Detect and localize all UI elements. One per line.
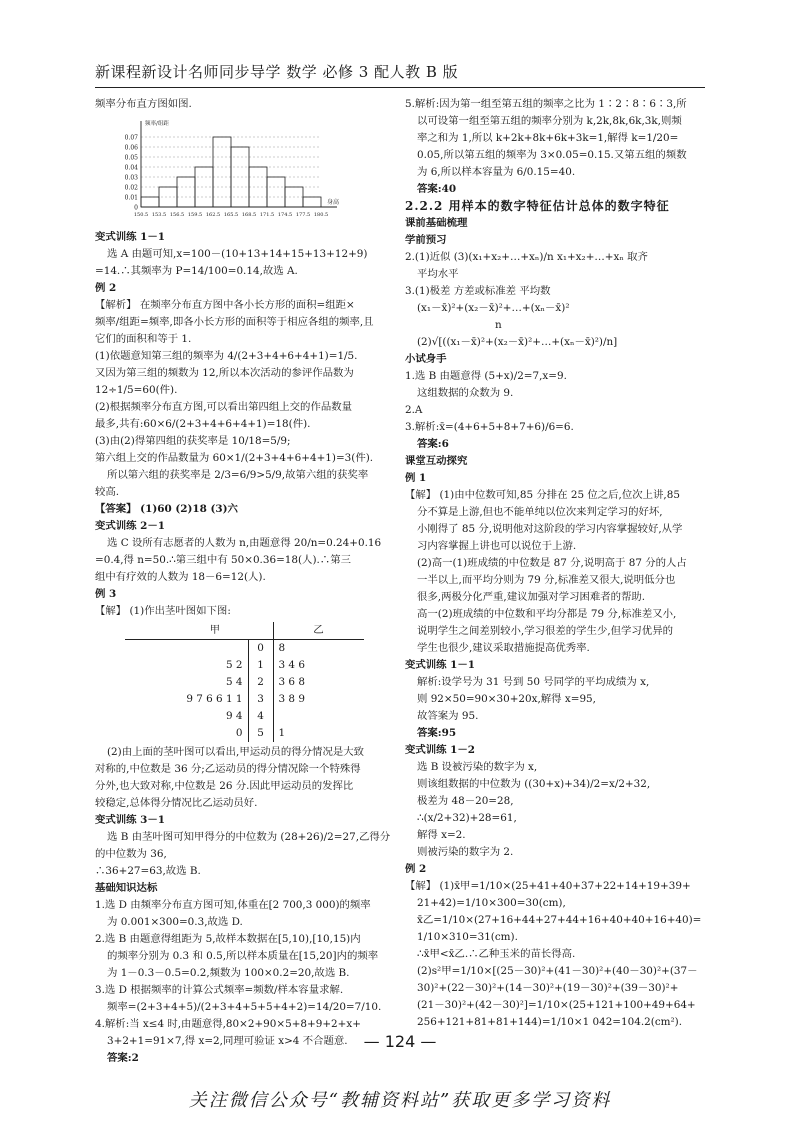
text: 0.05,所以第五组的频率为 3×0.05=0.15.又第五组的频数 [417, 149, 687, 161]
text: 的中位数为 36, [95, 848, 167, 860]
text: 3.选 D 根据频率的计算公式频率=频数/样本容量求解. [95, 984, 344, 996]
x-tick-label: 174.5 [277, 212, 293, 218]
text: ∴x̄甲<x̄乙.∴乙种玉米的苗长得高. [417, 948, 576, 960]
leaf-left: 0 [125, 725, 248, 742]
text: 解得 x=2. [417, 829, 466, 841]
y-axis-label: 频率/组距 [145, 121, 169, 127]
text: ∴36+27=63,故选 B. [95, 865, 201, 877]
histogram-bar [141, 197, 159, 207]
text: 很多,两极分化严重,建议加强对学习困难者的帮助. [417, 591, 646, 603]
text: =14.∴其频率为 P=14/100=0.14,故选 A. [95, 265, 298, 277]
leaf-left: 5 2 [125, 657, 248, 674]
formula: n [495, 319, 502, 331]
right-column [405, 96, 705, 1031]
text: 解析:设学号为 31 号到 50 号同学的平均成绩为 x, [417, 676, 650, 688]
y-tick-label: 0.07 [124, 134, 138, 142]
text: 3.解析:x̄=(4+6+5+8+7+6)/6=6. [405, 421, 574, 433]
stem: 4 [248, 708, 273, 725]
leaf-right: 1 [278, 727, 286, 739]
x-tick-label: 153.5 [151, 212, 167, 218]
text: (1)依题意知第三组的频率为 4/(2+3+4+6+4+1)=1/5. [95, 350, 358, 362]
x-axis-label: 身高 [327, 199, 340, 206]
x-tick-label: 168.5 [241, 212, 257, 218]
section-title: 变式训练 1－1 [405, 659, 476, 671]
text: 这组数据的众数为 9. [417, 387, 514, 399]
y-tick-label: 0.04 [124, 164, 138, 172]
text: 选 B 由茎叶图可知甲得分的中位数为 (28+26)/2=27,乙得分 [107, 831, 391, 843]
text: 频率=(2+3+4+5)/(2+3+4+5+5+4+2)=14/20=7/10. [107, 1001, 382, 1013]
header-title: 新课程新设计名师同步导学 数学 必修 3 配人教 B 版 [95, 63, 459, 81]
section-title: 例 2 [405, 863, 427, 875]
text: 为 0.001×300=0.3,故选 D. [107, 916, 243, 928]
text: 256+121+81+81+144)=1/10×1 042=104.2(cm²). [417, 1016, 683, 1028]
leaf-right: 3 6 8 [278, 676, 305, 688]
leaf-left: 9 4 [125, 708, 248, 725]
section-title: 变式训练 1－1 [95, 231, 166, 243]
section-heading: 2.2.2 用样本的数字特征估计总体的数字特征 [405, 199, 670, 213]
stem: 2 [248, 674, 273, 691]
text: 3.(1)极差 方差或标准差 平均数 [405, 285, 551, 297]
text: 1.选 D 由频率分布直方图可知,体重在[2 700,3 000)的频率 [95, 899, 371, 911]
text: 为 1－0.3－0.5=0.2,频数为 100×0.2=20,故选 B. [107, 967, 350, 979]
y-tick-label: 0.02 [124, 184, 138, 192]
answer: 答案:40 [417, 183, 457, 195]
text: x̄乙=1/10×(27+16+44+27+44+16+40+40+16+40)= [417, 914, 702, 926]
y-tick-label: 0.01 [124, 194, 138, 202]
text: 2.(1)近似 (3)(x₁+x₂+…+xₙ)/n x₁+x₂+…+xₙ 取齐 [405, 251, 648, 263]
text: 选 A 由题可知,x=100－(10+13+14+15+13+12+9) [107, 248, 368, 260]
text: 极差为 48－20=28, [417, 795, 514, 807]
text: (2)根据频率分布直方图,可以看出第四组上交的作品数量 [95, 401, 353, 413]
stem: 0 [248, 640, 273, 658]
page-header [95, 57, 705, 88]
x-tick-label: 159.5 [187, 212, 203, 218]
text: 频率/组距=频率,即各小长方形的面积等于相应各组的频率,且 [95, 316, 374, 328]
text: 对称的,中位数是 36 分;乙运动员的得分情况除一个特殊得 [95, 763, 361, 775]
section-title: 变式训练 2－1 [95, 520, 166, 532]
text: 分不算是上游,但也不能单纯以位次来判定学习的好坏, [417, 506, 663, 518]
histogram-bar [213, 137, 231, 207]
x-tick-label: 162.5 [205, 212, 221, 218]
text: 【解析】 在频率分布直方图中各小长方形的面积=组距× [95, 299, 355, 311]
answer: 答案:2 [107, 1052, 139, 1064]
text: 平均水平 [417, 268, 459, 280]
text: 的频率分别为 0.3 和 0.5,所以样本质量在[15,20]内的频率 [107, 950, 379, 962]
text: 3+2+1=91×7,得 x=2,同理可验证 x>4 不合题意. [107, 1035, 348, 1047]
text: 30)²+(22－30)²+(14－30)²+(19－30)²+(39－30)²+ [417, 982, 679, 994]
x-tick-label: 150.5 [133, 212, 149, 218]
stem-row [125, 708, 364, 725]
stem-header-blank [248, 622, 273, 640]
section-title: 课前基础梳理 [405, 217, 468, 229]
answer: 答案:6 [417, 438, 449, 450]
text: 第六组上交的作品数量为 60×1/(2+3+4+6+4+1)=3(件). [95, 452, 374, 464]
text: (3)由(2)得第四组的获奖率是 10/18=5/9; [95, 435, 291, 447]
stem-row [125, 691, 364, 708]
stem-header-yi: 乙 [273, 622, 364, 640]
histogram-bar [267, 177, 285, 207]
text: 以可设第一组至第五组的频率分别为 k,2k,8k,6k,3k,则频 [417, 115, 682, 127]
stem: 5 [248, 725, 273, 742]
text: 它们的面积和等于 1. [95, 333, 192, 345]
text: 较稳定,总体得分情况比乙运动员好. [95, 797, 258, 809]
text: 分外,也大致对称,中位数是 26 分.因此甲运动员的发挥比 [95, 780, 354, 792]
leaf-right: 3 8 9 [278, 693, 305, 705]
text: 组中有疗效的人数为 18－6=12(人). [95, 571, 266, 583]
text: 又因为第三组的频数为 12,所以本次活动的参评作品数为 [95, 367, 354, 379]
histogram-bar [303, 197, 321, 207]
left-column [95, 96, 395, 1067]
section-title: 例 1 [405, 472, 427, 484]
section-title: 学前预习 [405, 234, 447, 246]
text: 1/10×310=31(cm). [417, 931, 518, 943]
y-tick-label: 0.06 [124, 144, 138, 152]
leaf-left [125, 640, 248, 658]
formula: (2)√[((x₁－x̄)²+(x₂－x̄)²+…+(xₙ－x̄)²)/n] [417, 336, 618, 348]
section-title: 例 2 [95, 282, 117, 294]
answer: 【答案】 (1)60 (2)18 (3)六 [95, 503, 238, 515]
text: ∴(x/2+32)+28=61, [417, 812, 517, 824]
leaf-right: 8 [278, 642, 286, 654]
text: (2)高一(1)班成绩的中位数是 87 分,说明高于 87 分的人占 [417, 557, 687, 569]
x-tick-label: 177.5 [295, 212, 311, 218]
section-title: 小试身手 [405, 353, 447, 365]
x-tick-label: 165.5 [223, 212, 239, 218]
stem-header-jia: 甲 [125, 622, 248, 640]
text: 最多,共有:60×6/(2+3+4+6+4+1)=18(件). [95, 418, 311, 430]
text: 选 C 设所有志愿者的人数为 n,由题意得 20/n=0.24+0.16 [107, 537, 382, 549]
stem-leaf-plot [125, 622, 364, 742]
text: 高一(2)班成绩的中位数和平均分都是 79 分,标准差又小, [417, 608, 677, 620]
formula: (x₁－x̄)²+(x₂－x̄)²+…+(xₙ－x̄)² [417, 302, 570, 314]
stem: 3 [248, 691, 273, 708]
page-number: — 124 — [363, 1032, 437, 1051]
text: 小刚得了 85 分,说明他对这阶段的学习内容掌握较好,从学 [417, 523, 683, 535]
text: 2.选 B 由题意得组距为 5,故样本数据在[5,10),[10,15)内 [95, 933, 361, 945]
text: 为 6,所以样本容量为 6/0.15=40. [417, 166, 576, 178]
leaf-left: 5 4 [125, 674, 248, 691]
section-title: 课堂互动探究 [405, 455, 468, 467]
stem-row [125, 725, 364, 742]
text: 12÷1/5=60(件). [95, 384, 178, 396]
section-title: 例 3 [95, 588, 117, 600]
text: 【解】 (1)由中位数可知,85 分排在 25 位之后,位次上讲,85 [405, 489, 680, 501]
text: 21+42)=1/10×300=30(cm), [417, 897, 566, 909]
section-title: 基础知识达标 [95, 882, 158, 894]
frequency-histogram [95, 115, 355, 227]
text: 1.选 B 由题意得 (5+x)/2=7,x=9. [405, 370, 567, 382]
text: 学生也很少,建议采取措施提高优秀率. [417, 642, 590, 654]
y-tick-label: 0 [134, 204, 138, 212]
stem-header-row [125, 622, 364, 640]
text: 说明学生之间差别较小,学习很差的学生少,但学习优异的 [417, 625, 673, 637]
x-tick-label: 180.5 [313, 212, 329, 218]
y-tick-label: 0.03 [124, 174, 138, 182]
x-tick-label: 156.5 [169, 212, 185, 218]
text: 所以第六组的获奖率是 2/3=6/9>5/9,故第六组的获奖率 [107, 469, 369, 481]
leaf-left: 9 7 6 6 1 1 [125, 691, 248, 708]
text: 率之和为 1,所以 k+2k+8k+6k+3k=1,解得 k=1/20= [417, 132, 679, 144]
section-title: 变式训练 3－1 [95, 814, 166, 826]
stem-row [125, 640, 364, 658]
text: (21－30)²+(42－30)²]=1/10×(25+121+100+49+64+ [417, 999, 696, 1011]
stem-row [125, 657, 364, 674]
text: 【解】 (1)作出茎叶图如下图: [95, 605, 231, 617]
text: 较高. [95, 486, 120, 498]
text: 2.A [405, 404, 423, 416]
x-tick-label: 171.5 [259, 212, 275, 218]
text: 则被污染的数字为 2. [417, 846, 514, 858]
text: 习内容掌握上讲也可以说位于上游. [417, 540, 577, 552]
answer: 答案:95 [417, 727, 457, 739]
leaf-right [273, 708, 364, 725]
section-title: 变式训练 1－2 [405, 744, 476, 756]
text: =0.4,得 n=50.∴第三组中有 50×0.36=18(人).∴第三 [95, 554, 351, 566]
text: 则该组数据的中位数为 ((30+x)+34)/2=x/2+32, [417, 778, 651, 790]
text: 一半以上,而平均分则为 79 分,标准差又很大,说明低分也 [417, 574, 676, 586]
text: 选 B 设被污染的数字为 x, [417, 761, 538, 773]
text: (2)s²甲=1/10×[(25－30)²+(41－30)²+(40－30)²+(37－ [417, 965, 698, 977]
text: 5.解析:因为第一组至第五组的频率之比为 1∶2∶8∶6∶3,所 [405, 98, 687, 110]
text: (2)由上面的茎叶图可以看出,甲运动员的得分情况是大致 [107, 746, 365, 758]
text: 则 92×50=90×30+20x,解得 x=95, [417, 693, 596, 705]
text: 【解】 (1)x̄甲=1/10×(25+41+40+37+22+14+19+39+ [405, 880, 691, 892]
y-tick-label: 0.05 [124, 154, 138, 162]
stem: 1 [248, 657, 273, 674]
text: 4.解析:当 x≤4 时,由题意得,80×2+90×5+8+9+2+x+ [95, 1018, 361, 1030]
text: 频率分布直方图如图. [95, 98, 192, 110]
text: 故答案为 95. [417, 710, 479, 722]
histogram-bar [177, 177, 195, 207]
stem-row [125, 674, 364, 691]
leaf-right: 3 4 6 [278, 659, 305, 671]
footer-notice: 关注微信公众号“教辅资料站”获取更多学习资料 [188, 1090, 612, 1111]
